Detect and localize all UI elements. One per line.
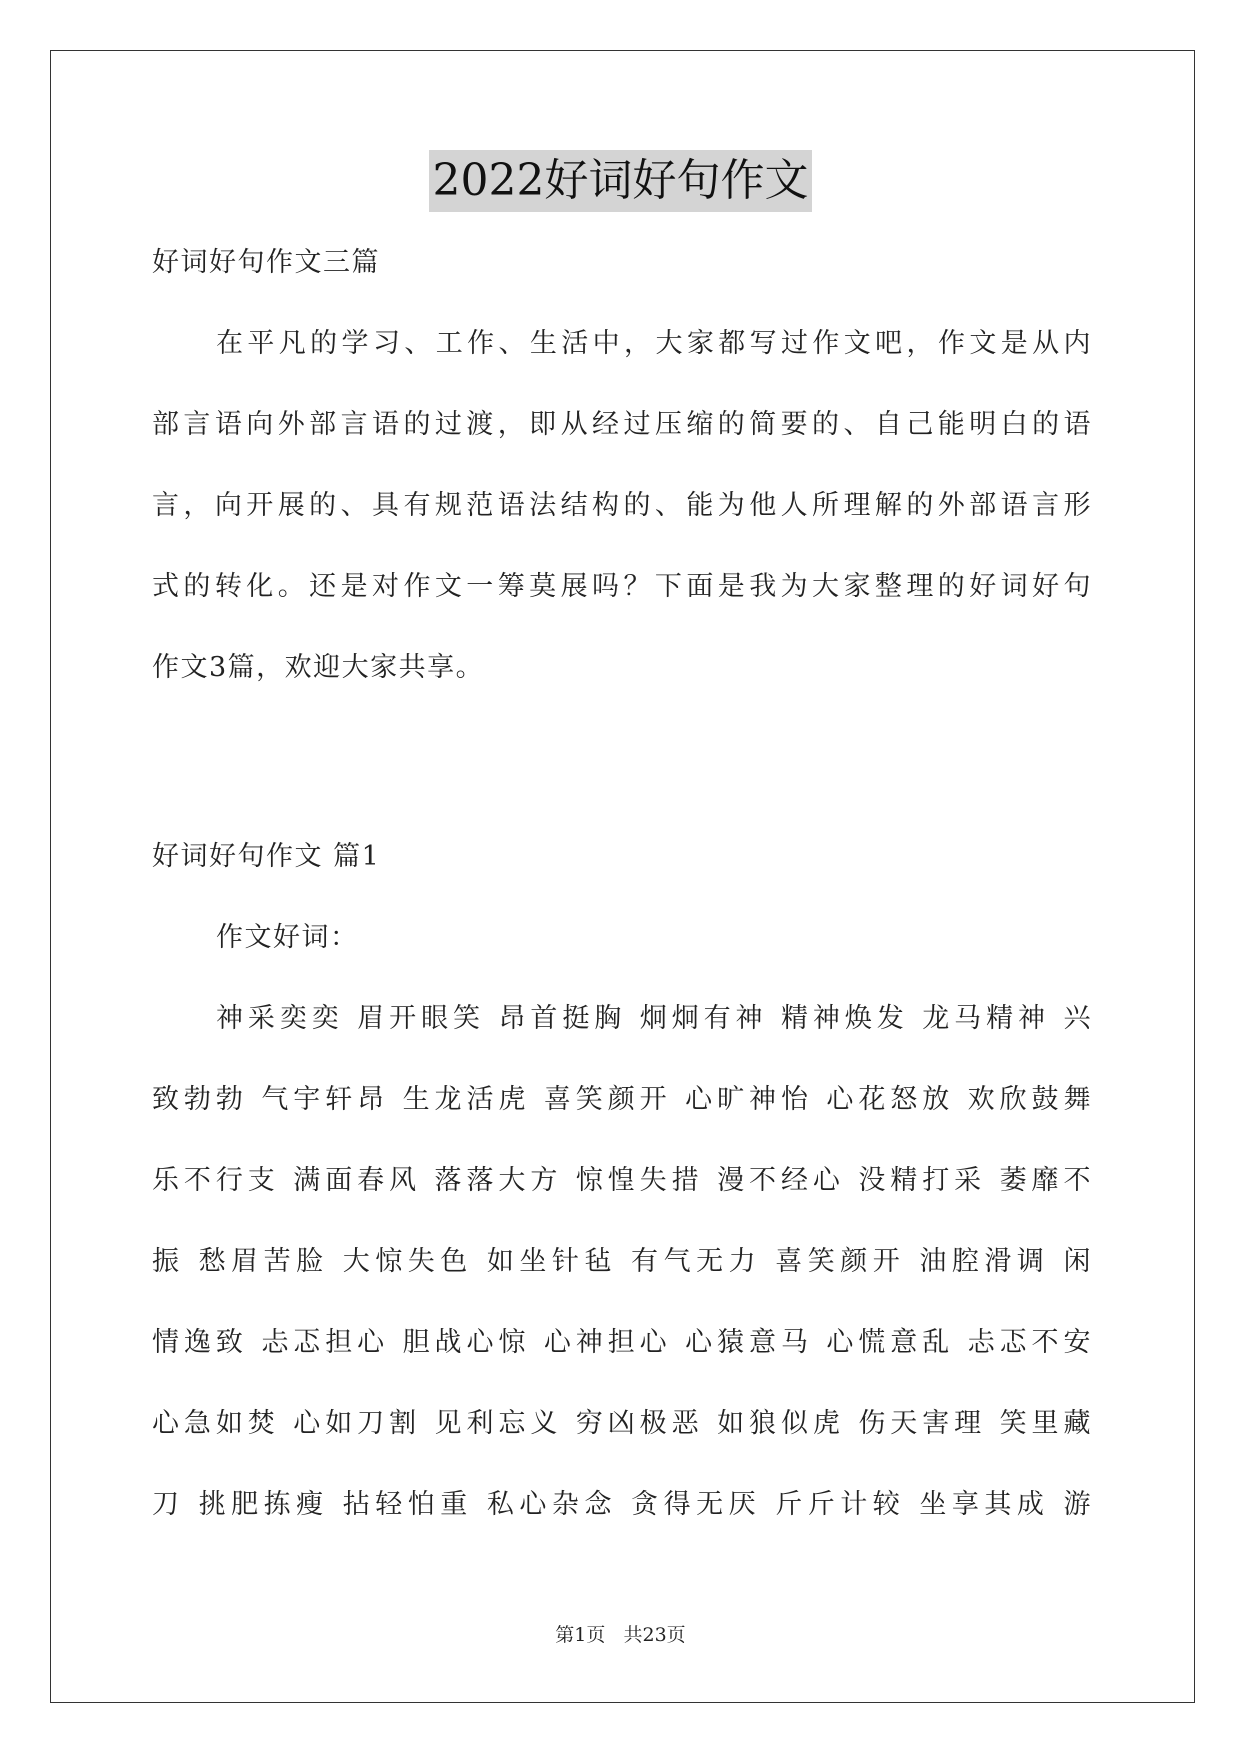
- word-line: 心急如焚 心如刀割 见利忘义 穷凶极恶 如狼似虎 伤天害理 笑里藏: [152, 1408, 1092, 1439]
- word-line: 神采奕奕 眉开眼笑 昂首挺胸 炯炯有神 精神焕发 龙马精神 兴: [216, 1003, 1092, 1034]
- word-line: 情逸致 忐忑担心 胆战心惊 心神担心 心猿意马 心慌意乱 忐忑不安: [152, 1327, 1092, 1358]
- section-gap: [152, 708, 1092, 816]
- word-line: 乐不行支 满面春风 落落大方 惊惶失措 漫不经心 没精打采 萎靡不: [152, 1165, 1092, 1196]
- word-line: 振 愁眉苦脸 大惊失色 如坐针毡 有气无力 喜笑颜开 油腔滑调 闲: [152, 1246, 1092, 1277]
- word-line: 致勃勃 气宇轩昂 生龙活虎 喜笑颜开 心旷神怡 心花怒放 欢欣鼓舞: [152, 1084, 1092, 1115]
- document-title: 2022好词好句作文: [429, 150, 813, 212]
- title-wrap: [0, 150, 1241, 212]
- section-heading: 好词好句作文 篇1: [152, 841, 381, 872]
- intro-line: 言，向开展的、具有规范语法结构的、能为他人所理解的外部语言形: [152, 490, 1092, 521]
- intro-line: 部言语向外部言语的过渡，即从经过压缩的简要的、自己能明白的语: [152, 409, 1092, 440]
- intro-line: 作文3篇，欢迎大家共享。: [152, 652, 485, 683]
- words-label: 作文好词：: [216, 922, 359, 953]
- page-number: 第1页 共23页: [555, 1624, 686, 1646]
- intro-line: 在平凡的学习、工作、生活中，大家都写过作文吧，作文是从内: [216, 328, 1092, 359]
- document-body: [152, 222, 1092, 1545]
- intro-line: 式的转化。还是对作文一筹莫展吗？下面是我为大家整理的好词好句: [152, 571, 1092, 602]
- word-line: 刀 挑肥拣瘦 拈轻怕重 私心杂念 贪得无厌 斤斤计较 坐享其成 游: [152, 1489, 1092, 1520]
- document-subtitle: 好词好句作文三篇: [152, 247, 380, 278]
